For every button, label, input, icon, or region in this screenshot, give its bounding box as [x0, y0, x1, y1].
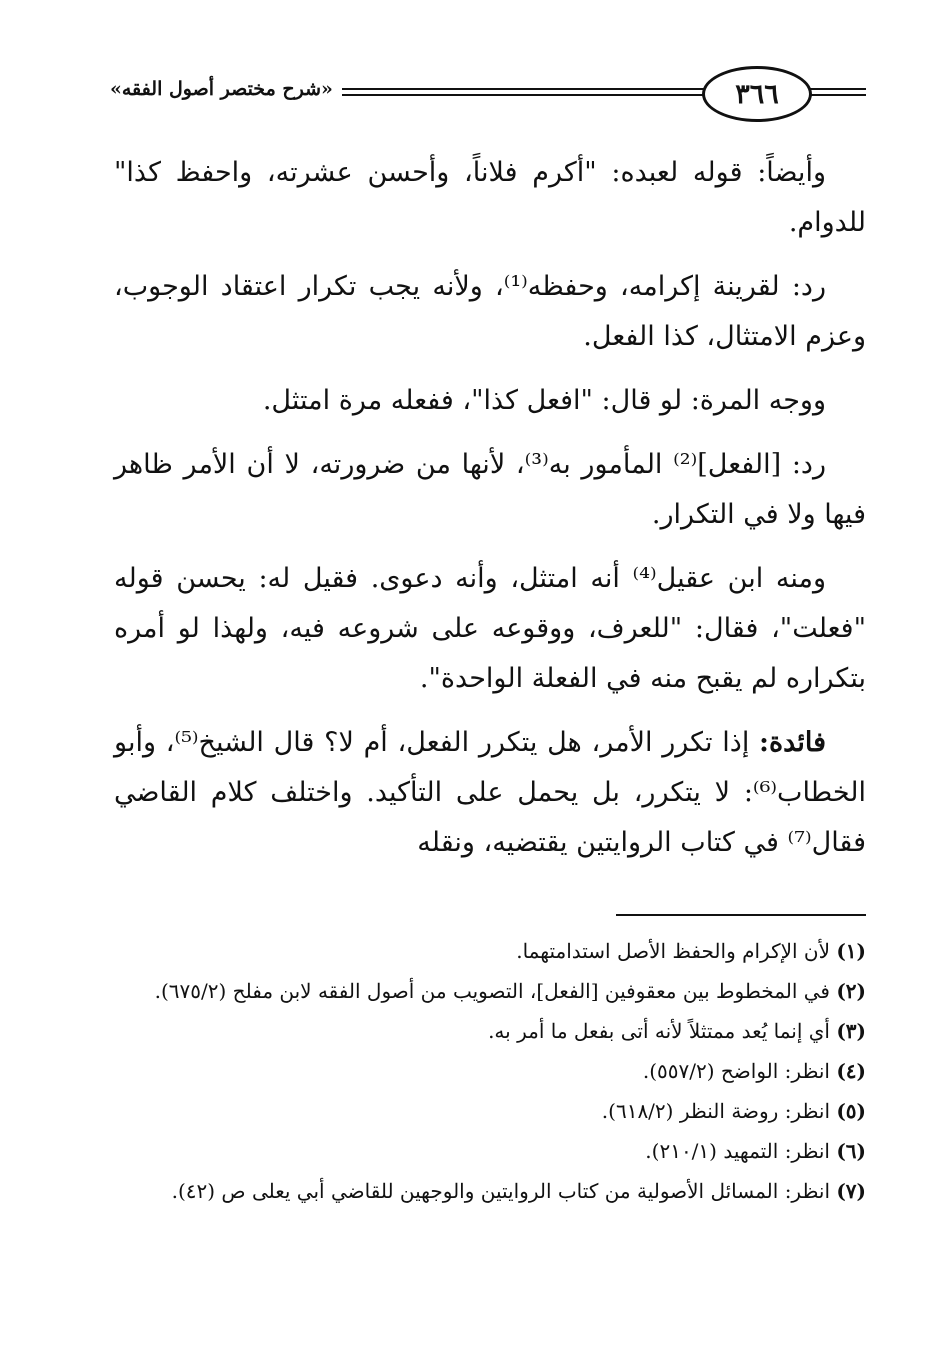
footnote-number: (٧): [836, 1179, 866, 1203]
main-text: [114, 148, 866, 882]
running-title: «شرح مختصر أصول الفقه»: [110, 78, 333, 100]
footnote-3: [114, 1014, 866, 1048]
footnote-number: (٣): [836, 1019, 866, 1043]
paragraph-3: ووجه المرة: لو قال: "افعل كذا"، ففعله مرة امتثل.: [262, 385, 826, 416]
page-number: ٣٦٦: [735, 78, 779, 110]
footnote-text: في المخطوط بين معقوفين [الفعل]، التصويب من أصول الفقه لابن مفلح (٦٧٥/٢).: [154, 979, 830, 1003]
paragraph-1: وأيضاً: قوله لعبده: "أكرم فلاناً، وأحسن عشرته، واحفظ كذا" للدوام.: [114, 157, 866, 238]
footnote-number: (٤): [836, 1059, 866, 1083]
footnote-number: (١): [836, 939, 866, 963]
footnote-divider: [616, 914, 866, 916]
footnote-7: [114, 1174, 866, 1208]
footnote-text: انظر: روضة النظر (٦١٨/٢).: [601, 1099, 830, 1123]
footnote-text: انظر: الواضح (٥٥٧/٢).: [642, 1059, 830, 1083]
faida-label: فائدة:: [759, 727, 826, 758]
paragraph-2: رد: لقرينة إكرامه، وحفظه⁽¹⁾، ولأنه يجب تكرار اعتقاد الوجوب، وعزم الامتثال، كذا الفعل.: [114, 271, 866, 352]
footnote-4: [114, 1054, 866, 1088]
footnote-text: انظر: التمهيد (٢١٠/١).: [645, 1139, 830, 1163]
footnote-2: [114, 974, 866, 1008]
footnote-text: أي إنما يُعد ممتثلاً لأنه أتى بفعل ما أمر به.: [488, 1019, 830, 1043]
paragraph-5: ومنه ابن عقيل⁽⁴⁾ أنه امتثل، وأنه دعوى. فقيل له: يحسن قوله "فعلت"، فقال: "للعرف، ووقوعه على شروعه فيه، ولهذا لو أمره بتكراره لم يقبح منه في الفعلة الواحدة".: [114, 563, 866, 694]
footnote-number: (٦): [836, 1139, 866, 1163]
page-number-oval: [702, 66, 812, 122]
footnote-text: انظر: المسائل الأصولية من كتاب الروايتين والوجهين للقاضي أبي يعلى ص (٤٢).: [171, 1179, 830, 1203]
footnote-6: [114, 1134, 866, 1168]
faida-text: إذا تكرر الأمر، هل يتكرر الفعل، أم لا؟ قال الشيخ⁽⁵⁾، وأبو الخطاب⁽⁶⁾: لا يتكرر، بل يحمل على التأكيد. واختلف كلام القاضي فقال⁽⁷⁾ في كتاب الروايتين يقتضيه، ونقله: [114, 727, 866, 858]
paragraph-4: رد: [الفعل]⁽²⁾ المأمور به⁽³⁾، لأنها من ضرورته، لا أن الأمر ظاهر فيها ولا في التكرار.: [114, 449, 866, 530]
footnotes: [114, 934, 866, 1214]
footnote-5: [114, 1094, 866, 1128]
footnote-1: [114, 934, 866, 968]
footnote-text: لأن الإكرام والحفظ الأصل استدامتهما.: [516, 939, 830, 963]
footnote-number: (٥): [836, 1099, 866, 1123]
footnote-number: (٢): [836, 979, 866, 1003]
page-header: [110, 58, 866, 122]
paragraph-6: [114, 718, 866, 868]
